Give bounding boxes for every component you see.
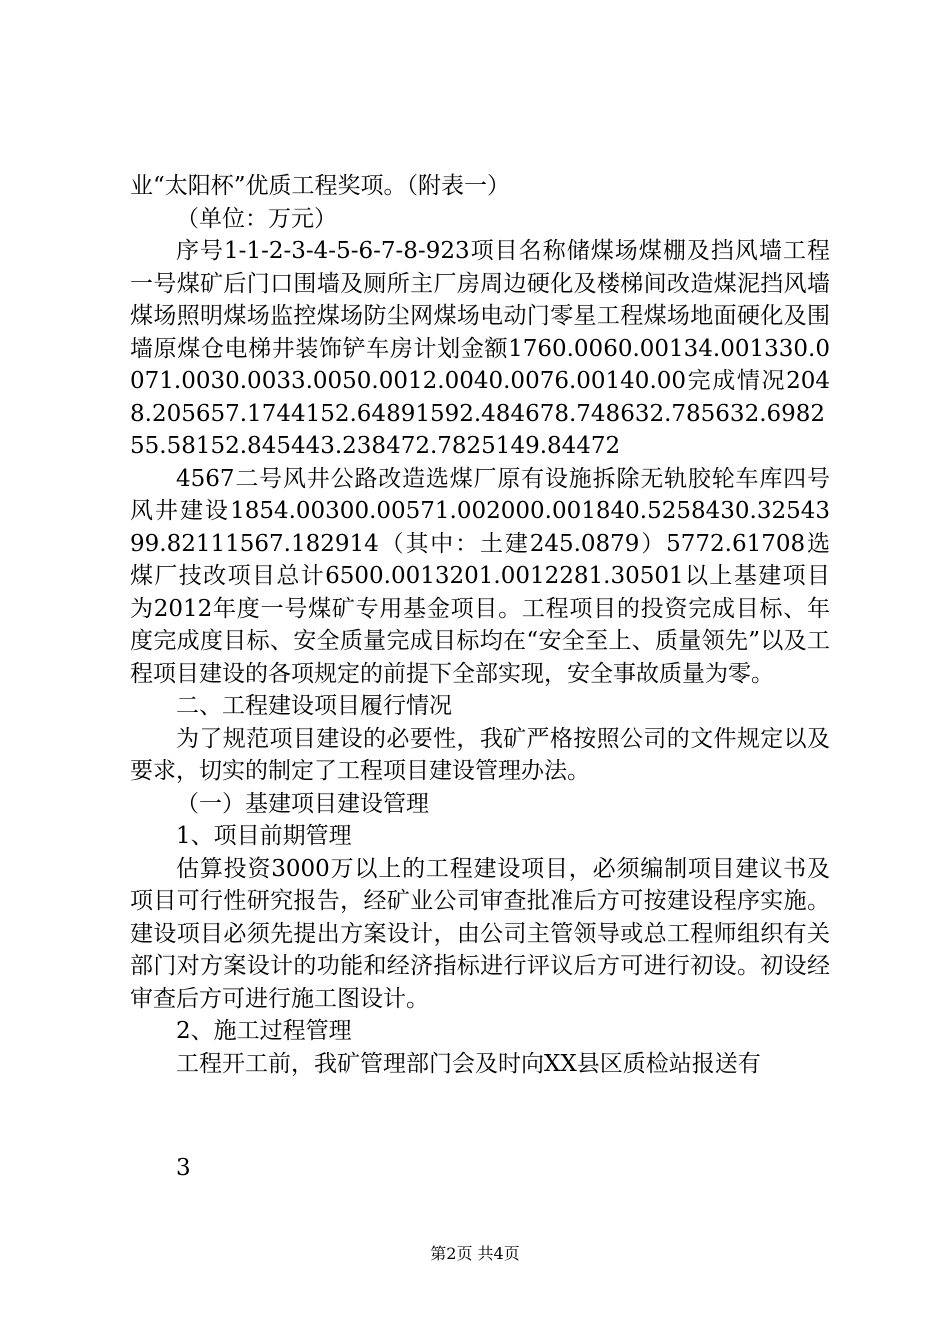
paragraph-regulation: 为了规范项目建设的必要性，我矿严格按照公司的文件规定以及要求，切实的制定了工程项目建设管理办法。 bbox=[130, 725, 830, 784]
paragraph-table-data-2: 4567二号风井公路改造选煤厂原有设施拆除无轨胶轮车库四号风井建设1854.00300.00571.002000.001840.5258430.3254399.82111567.182914（其中：土建245.0879）5772.61708选煤厂技改项目总计6500.0013201.0012281.30501以上基建项目为2012年度一号煤矿专用基金项目。工程项目的投资完成目标、年度完成度目标、安全质量完成目标均在“安全至上、质量领先”以及工程项目建设的各项规定的前提下全部实现，安全事故质量为零。 bbox=[130, 465, 830, 687]
heading-subsection-one: （一）基建项目建设管理 bbox=[176, 790, 429, 817]
heading-item-one: 1、项目前期管理 bbox=[176, 823, 352, 849]
document-body bbox=[130, 170, 830, 1080]
heading-item-two: 2、施工过程管理 bbox=[176, 1018, 352, 1044]
paragraph-preliminary: 估算投资3000万以上的工程建设项目，必须编制项目建议书及项目可行性研究报告，经矿业公司审查批准后方可按建设程序实施。建设项目必须先提出方案设计，由公司主管领导或总工程师组织有关部门对方案设计的功能和经济指标进行评议后方可进行初设。初设经审查后方可进行施工图设计。 bbox=[130, 855, 830, 1012]
heading-section-two: 二、工程建设项目履行情况 bbox=[176, 693, 452, 719]
paragraph-award: 业“太阳杯”优质工程奖项。（附表一） bbox=[130, 173, 511, 199]
paragraph-construction: 工程开工前，我矿管理部门会及时向XX县区质检站报送有 bbox=[176, 1050, 761, 1077]
page-number: 3 bbox=[176, 1155, 191, 1181]
paragraph-table-data-1: 序号1-1-2-3-4-5-6-7-8-923项目名称储煤场煤棚及挡风墙工程一号煤矿后门口围墙及厕所主厂房周边硬化及楼梯间改造煤泥挡风墙煤场照明煤场监控煤场防尘网煤场电动门零星工程煤场地面硬化及围墙原煤仓电梯井装饰铲车房计划金额1760.0060.00134.001330.0071.0030.0033.0050.0012.0040.0076.00140.00完成情况2048.205657.1744152.64891592.484678.748632.785632.698255.58152.845443.238472.7825149.84472 bbox=[130, 238, 830, 459]
paragraph-unit: （单位：万元） bbox=[176, 205, 337, 232]
page-footer: 第2页 共4页 bbox=[430, 1244, 520, 1263]
